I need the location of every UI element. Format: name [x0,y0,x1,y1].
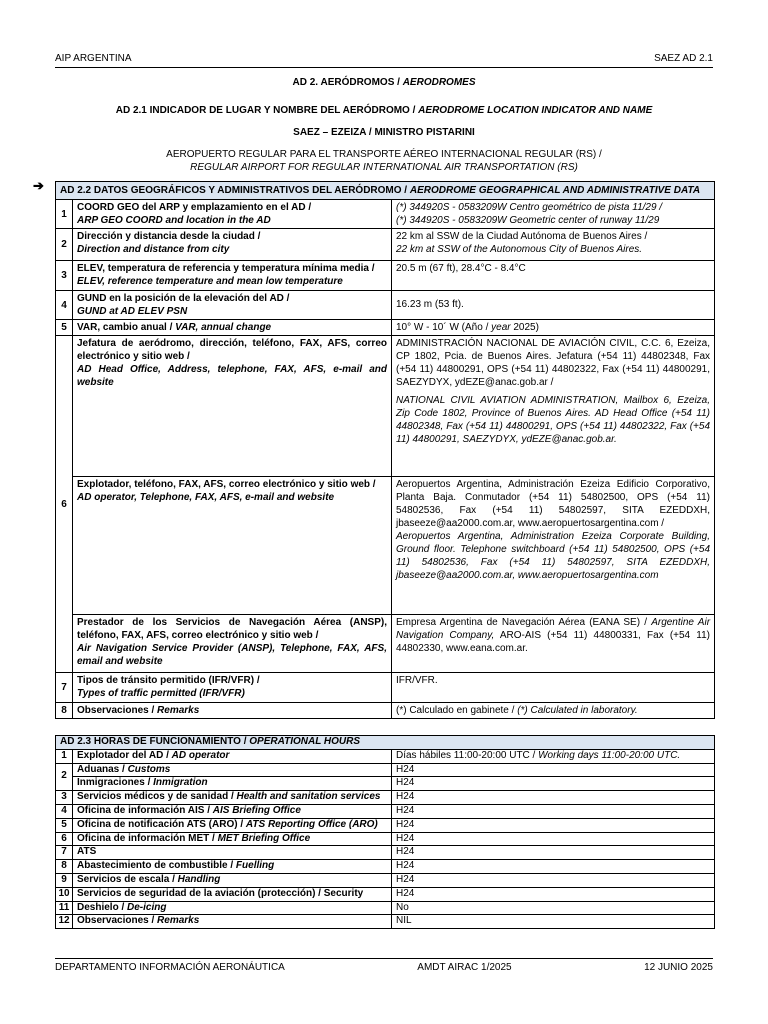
ad23-title: AD 2.3 HORAS DE FUNCIONAMIENTO / OPERATIONAL HOURS [56,736,715,750]
row-value: 16.23 m (53 ft). [392,291,715,320]
row-value: H24 [392,818,715,832]
row-value: Empresa Argentina de Navegación Aérea (EANA SE) / Argentine Air Navigation Company, ARO-AIS (+54 11) 44800331, Fax (+54 11) 44802330, www.eana.com.ar. [392,615,715,673]
row-number: 7 [56,846,73,860]
footer-left: DEPARTAMENTO INFORMACIÓN AERONÁUTICA [55,962,285,973]
row-number: 11 [56,901,73,915]
titles-block [55,76,713,174]
table-row [56,804,715,818]
row-number: 8 [56,703,73,719]
row-value: ADMINISTRACIÓN NACIONAL DE AVIACIÓN CIVIL, C.C. 6, Ezeiza, CP 1802, Pcia. de Buenos Aires. Jefatura (+54 11) 44802348, Fax (+54 11) 44800291, OPS (+54 11) 44802322, Fax (+54 11) 44800291, SAEZYDYX, ydEZE@anac.gob.ar / NATIONAL CIVIL AVIATION ADMINISTRATION, Mailbox 6, Ezeiza, Zip Code 1802, Province of Buenos Aires. AD Head Office (+54 11) 44802348, Fax (+54 11) 44800291, OPS (+54 11) 44802322, Fax (+54 11) 44800291, SAEZYDYX, ydEZE@anac.gob.ar. [392,336,715,477]
row-value: Días hábiles 11:00-20:00 UTC / Working days 11:00-20:00 UTC. [392,749,715,763]
row-value: H24 [392,887,715,901]
table-row [56,703,715,719]
row-label: VAR, cambio anual / VAR, annual change [73,320,392,336]
row-value: NIL [392,915,715,929]
section-title: AD 2. AERÓDROMOS / AERODROMES [292,77,476,88]
row-number: 1 [56,200,73,229]
row-number: 1 [56,749,73,763]
page-header [55,52,713,68]
table-row [56,291,715,320]
page-footer [55,958,713,974]
ad22-title: AD 2.2 DATOS GEOGRÁFICOS Y ADMINISTRATIVOS DEL AERÓDROMO / AERODROME GEOGRAPHICAL AND ADMINISTRATIVE DATA [56,182,715,200]
row-value: No [392,901,715,915]
row-number: 10 [56,887,73,901]
ad22-table [55,181,715,719]
row-label: ATS [73,846,392,860]
row-label: GUND en la posición de la elevación del AD / GUND at AD ELEV PSN [73,291,392,320]
row-value: H24 [392,846,715,860]
table-row [56,846,715,860]
row-label: Servicios de seguridad de la aviación (protección) / Security [73,887,392,901]
header-right: SAEZ AD 2.1 [654,53,713,64]
row-label: COORD GEO del ARP y emplazamiento en el AD / ARP GEO COORD and location in the AD [73,200,392,229]
table-row [56,320,715,336]
table-row [56,832,715,846]
row-value: 22 km al SSW de la Ciudad Autónoma de Buenos Aires / 22 km at SSW of the Autonomous City of Buenos Aires. [392,229,715,261]
row-number: 2 [56,229,73,261]
table-row [56,915,715,929]
row-value: H24 [392,873,715,887]
table-row [56,873,715,887]
row-value: H24 [392,791,715,805]
row-number: 5 [56,818,73,832]
table-row [56,791,715,805]
header-left: AIP ARGENTINA [55,53,132,64]
row-value: H24 [392,763,715,777]
row-value: H24 [392,832,715,846]
table-row [56,777,715,791]
table-row [56,887,715,901]
row-label: Dirección y distancia desde la ciudad / Direction and distance from city [73,229,392,261]
row-value: 10° W - 10´ W (Año / year 2025) [392,320,715,336]
footer-right: 12 JUNIO 2025 [644,962,713,973]
footer-center: AMDT AIRAC 1/2025 [417,962,512,973]
table-row [56,901,715,915]
row-value: Aeropuertos Argentina, Administración Ezeiza Edificio Corporativo, Planta Baja. Conmutador (+54 11) 54802500, OPS (+54 11) 54802536, Fax (+54 11) 54802597, SITA EZEDDXH, jbaseeze@aa2000.com.ar, www.aeropuertosargentina.com / Aeropuertos Argentina, Administration Ezeiza Corporate Building, Ground floor. Telephone switchboard (+54 11) 54802500, OPS (+54 11) 54802536, Fax (+54 11) 54802597, SITA EZEDDXH, jbaseeze@aa2000.com.ar, www.aeropuertosargentina.com [392,477,715,615]
row-number: 5 [56,320,73,336]
table-row [56,200,715,229]
row-label: Prestador de los Servicios de Navegación Aérea (ANSP), teléfono, FAX, AFS, correo electrónico y sitio web / Air Navigation Service Provider (ANSP), Telephone, FAX, AFS, email and website [73,615,392,673]
table-row [56,860,715,874]
aerodrome-type: AEROPUERTO REGULAR PARA EL TRANSPORTE AÉREO INTERNACIONAL REGULAR (RS) / REGULAR AIRPORT FOR REGULAR INTERNATIONAL AIR TRANSPORTATION (RS) [166,149,602,173]
row-label: Servicios de escala / Handling [73,873,392,887]
row-number: 3 [56,261,73,291]
row-number: 2 [56,763,73,791]
row-label: Explotador, teléfono, FAX, AFS, correo electrónico y sitio web / AD operator, Telephone, FAX, AFS, e-mail and website [73,477,392,615]
row-value: H24 [392,804,715,818]
row-label: Tipos de tránsito permitido (IFR/VFR) / Types of traffic permitted (IFR/VFR) [73,673,392,703]
row-label: Jefatura de aeródromo, dirección, teléfono, FAX, AFS, correo electrónico y sitio web / AD Head Office, Address, telephone, FAX, AFS, e-mail and website [73,336,392,477]
row-label: Oficina de información MET / MET Briefing Office [73,832,392,846]
row-label: Abastecimiento de combustible / Fuelling [73,860,392,874]
row-value: H24 [392,777,715,791]
row-label: Inmigraciones / Inmigration [73,777,392,791]
table-row [56,818,715,832]
row-value: (*) 344920S - 0583209W Centro geométrico de pista 11/29 / (*) 344920S - 0583209W Geometric center of runway 11/29 [392,200,715,229]
row-label: Deshielo / De-icing [73,901,392,915]
table-row [56,229,715,261]
ad23-table [55,735,715,929]
ad23-header-row [56,736,715,750]
row-label: Servicios médicos y de sanidad / Health and sanitation services [73,791,392,805]
table-row [56,763,715,777]
table-row [56,336,715,477]
table-row [56,749,715,763]
table-row [56,673,715,703]
row-number: 6 [56,336,73,673]
row-number: 8 [56,860,73,874]
row-label: Observaciones / Remarks [73,915,392,929]
row-value: (*) Calculado en gabinete / (*) Calculated in laboratory. [392,703,715,719]
row-value: H24 [392,860,715,874]
row-value: IFR/VFR. [392,673,715,703]
change-arrow-icon: ➔ [33,178,44,193]
row-label: Oficina de notificación ATS (ARO) / ATS Reporting Office (ARO) [73,818,392,832]
row-label: Explotador del AD / AD operator [73,749,392,763]
row-number: 3 [56,791,73,805]
row-number: 4 [56,291,73,320]
table-row [56,615,715,673]
row-number: 4 [56,804,73,818]
row-number: 12 [56,915,73,929]
row-number: 6 [56,832,73,846]
row-label: ELEV, temperatura de referencia y temperatura mínima media / ELEV, reference temperature and mean low temperature [73,261,392,291]
aerodrome-name: SAEZ – EZEIZA / MINISTRO PISTARINI [293,127,475,138]
row-number: 7 [56,673,73,703]
subsection-title: AD 2.1 INDICADOR DE LUGAR Y NOMBRE DEL AERÓDROMO / AERODROME LOCATION INDICATOR AND NAME [115,105,653,116]
row-number: 9 [56,873,73,887]
row-label: Observaciones / Remarks [73,703,392,719]
ad22-header-row [56,182,715,200]
row-value: 20.5 m (67 ft), 28.4°C - 8.4°C [392,261,715,291]
row-label: Oficina de información AIS / AIS Briefing Office [73,804,392,818]
table-row [56,477,715,615]
table-row [56,261,715,291]
row-label: Aduanas / Customs [73,763,392,777]
